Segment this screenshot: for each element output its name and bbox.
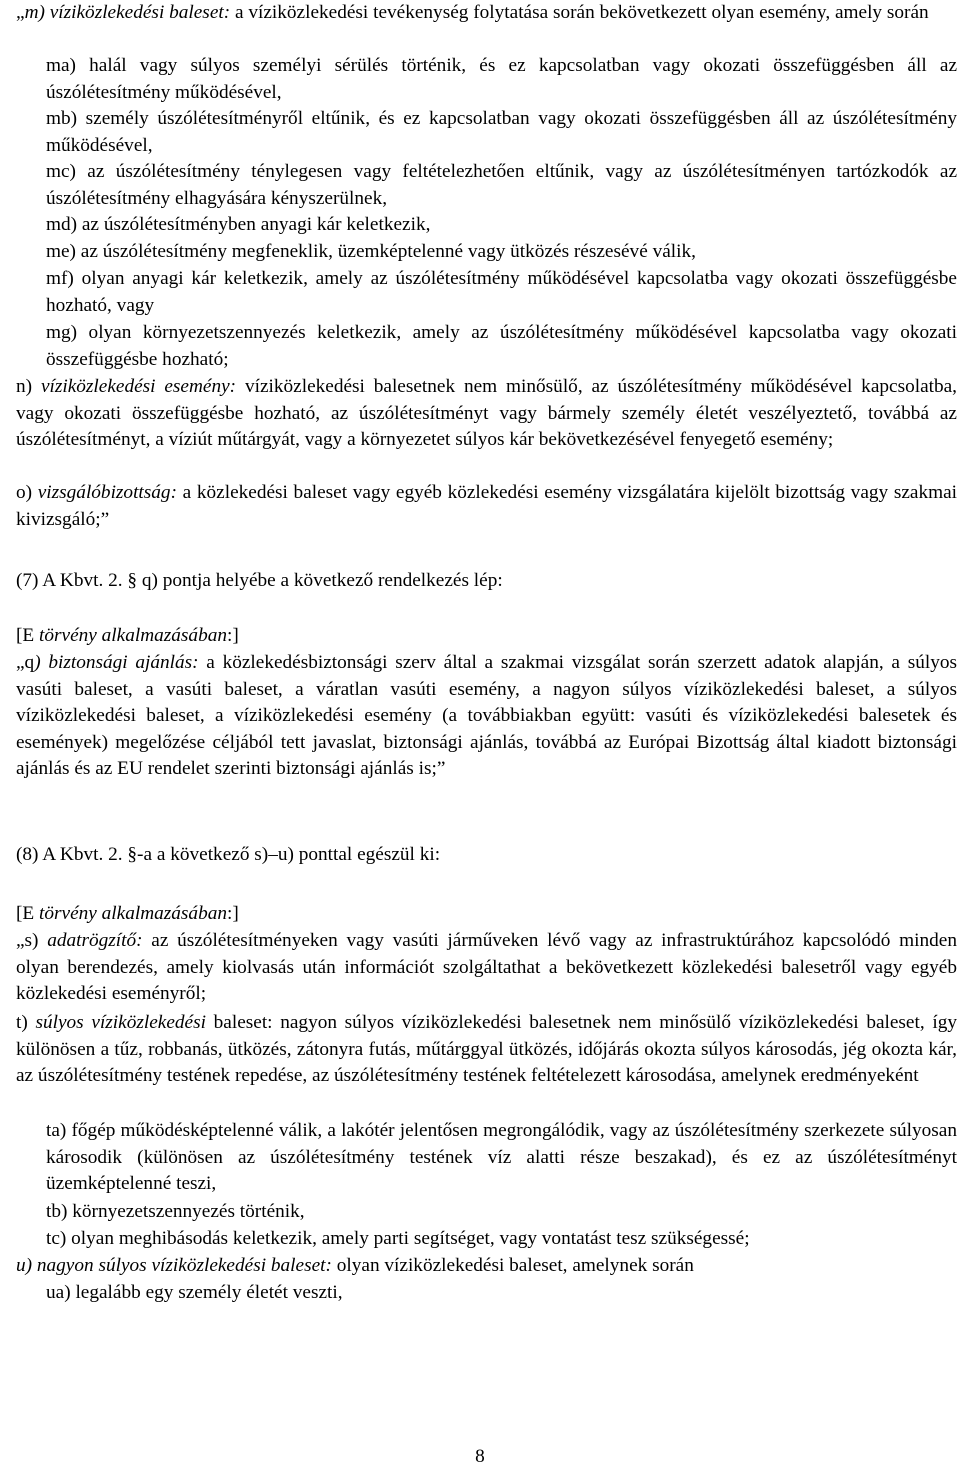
term-n: víziközlekedési esemény: [40,376,237,397]
paragraph-o [16,480,957,533]
page-number: 8 [475,1446,485,1467]
term-s: adatrögzítő: [47,930,143,951]
item-ma: ma) halál vagy súlyos személyi sérülés történik, és ez kapcsolatban vagy okozati összefüggésben áll az úszólétesítmény működésével, [46,55,957,103]
paragraph-q [16,650,957,783]
bracket-heading-1: [E törvény alkalmazásában:] [16,625,239,646]
item-me: me) az úszólétesítmény megfeneklik, üzemképtelenné vagy ütközés részesévé válik, [46,241,696,262]
label-o: o) [16,482,38,503]
item-ta: ta) főgép működésképtelenné válik, a lakótér jelentősen megrongálódik, vagy az úszólétesítmény szerkezete súlyosan károsodik (különösen az úszólétesítmény testének víz alatti része beszakad), és ez az úszólétesítményt üzemképtelenné teszi, [46,1120,957,1194]
bracket-heading-2-italic: törvény alkalmazásában [39,903,227,924]
text-s: az úszólétesítményeken vagy vasúti járműveken lévő vagy az infrastruktúrához kapcsolódó minden olyan berendezés, amely kiolvasás után információt szolgáltathat a bekövetkezett közlekedési balesetről vagy egyéb közlekedési eseményről; [16,930,957,1004]
label-t: t) [16,1012,36,1033]
term-m: m) víziközlekedési baleset: [24,2,231,23]
paragraph-m [16,0,957,27]
item-mb: mb) személy úszólétesítményről eltűnik, és ez kapcsolatban vagy okozati összefüggésben áll az úszólétesítmény működésével, [46,108,957,156]
label-s: „s) [16,930,48,951]
item-md: md) az úszólétesítményben anyagi kár keletkezik, [46,214,431,235]
text-t: baleset: nagyon súlyos víziközlekedési balesetnek nem minősülő víziközlekedési baleset, így különösen a tűz, robbanás, ütközés, zátonyra futás, műtárggyal ütközés, időjárás okozta súlyos károsodás, jég okozta kár, az úszólétesítmény testének repedése, az úszólétesítmény testének feltételezett károsodása, amelynek eredményeként [16,1012,957,1086]
term-q: ) biztonsági ajánlás: [34,652,199,673]
paragraph-u [16,1253,957,1280]
paragraph-n [16,374,957,454]
section-8: (8) A Kbvt. 2. §-a a következő s)–u) ponttal egészül ki: [16,844,441,865]
item-mc: mc) az úszólétesítmény ténylegesen vagy feltételezhetően eltűnik, vagy az úszólétesítményen tartózkodók az úszólétesítmény elhagyására kényszerülnek, [46,161,957,209]
term-o: vizsgálóbizottság: [37,482,177,503]
section-7: (7) A Kbvt. 2. § q) pontja helyébe a következő rendelkezés lép: [16,570,503,591]
bracket-heading-1-italic: törvény alkalmazásában [39,625,227,646]
item-ua: ua) legalább egy személy életét veszti, [46,1282,343,1303]
text-m: a víziközlekedési tevékenység folytatása során bekövetkezett olyan esemény, amely során [230,2,929,23]
paragraph-t [16,1010,957,1090]
bracket-heading-2: [E törvény alkalmazásában:] [16,903,239,924]
label-q: „q [16,652,35,673]
paragraph-s [16,928,957,1008]
term-u: u) nagyon súlyos víziközlekedési baleset: [16,1255,332,1276]
item-mg: mg) olyan környezetszennyezés keletkezik, amely az úszólétesítmény működésével kapcsolatba vagy okozati összefüggésbe hozható; [46,322,957,370]
item-mf: mf) olyan anyagi kár keletkezik, amely az úszólétesítmény működésével kapcsolatba vagy okozati összefüggésbe hozható, vagy [46,268,957,316]
quote-mark: „ [16,2,25,23]
text-n: víziközlekedési balesetnek nem minősülő, az úszólétesítmény működésével kapcsolatba, vagy okozati összefüggésbe hozható, az úszólétesítményt vagy bármely személy életét veszélyeztető, továbbá az úszólétesítményt, a víziút műtárgyát, vagy a környezetet súlyos kár bekövetkezésével fenyegető esemény; [16,376,958,450]
item-tc: tc) olyan meghibásodás keletkezik, amely parti segítséget, vagy vontatást tesz szükségessé; [46,1228,750,1249]
label-n: n) [16,376,41,397]
term-t: súlyos víziközlekedési [35,1012,206,1033]
text-q: a közlekedésbiztonsági szerv által a szakmai vizsgálat során szerzett adatok alapján, a súlyos vasúti baleset, a vasúti baleset, a váratlan vasúti esemény, a nagyon súlyos víziközlekedési baleset, a súlyos víziközlekedési baleset, a víziközlekedési esemény (a továbbiakban együtt: vasúti és víziközlekedési balesetek és események) megelőzése céljából tett javaslat, biztonsági ajánlás, továbbá az Európai Bizottság által kiadott biztonsági ajánlás és az EU rendelet szerinti biztonsági ajánlás is;” [16,652,958,779]
text-o: a közlekedési baleset vagy egyéb közlekedési esemény vizsgálatára kijelölt bizottság vagy szakmai kivizsgáló;” [16,482,957,530]
item-tb: tb) környezetszennyezés történik, [46,1201,305,1222]
text-u: olyan víziközlekedési baleset, amelynek során [331,1255,694,1276]
